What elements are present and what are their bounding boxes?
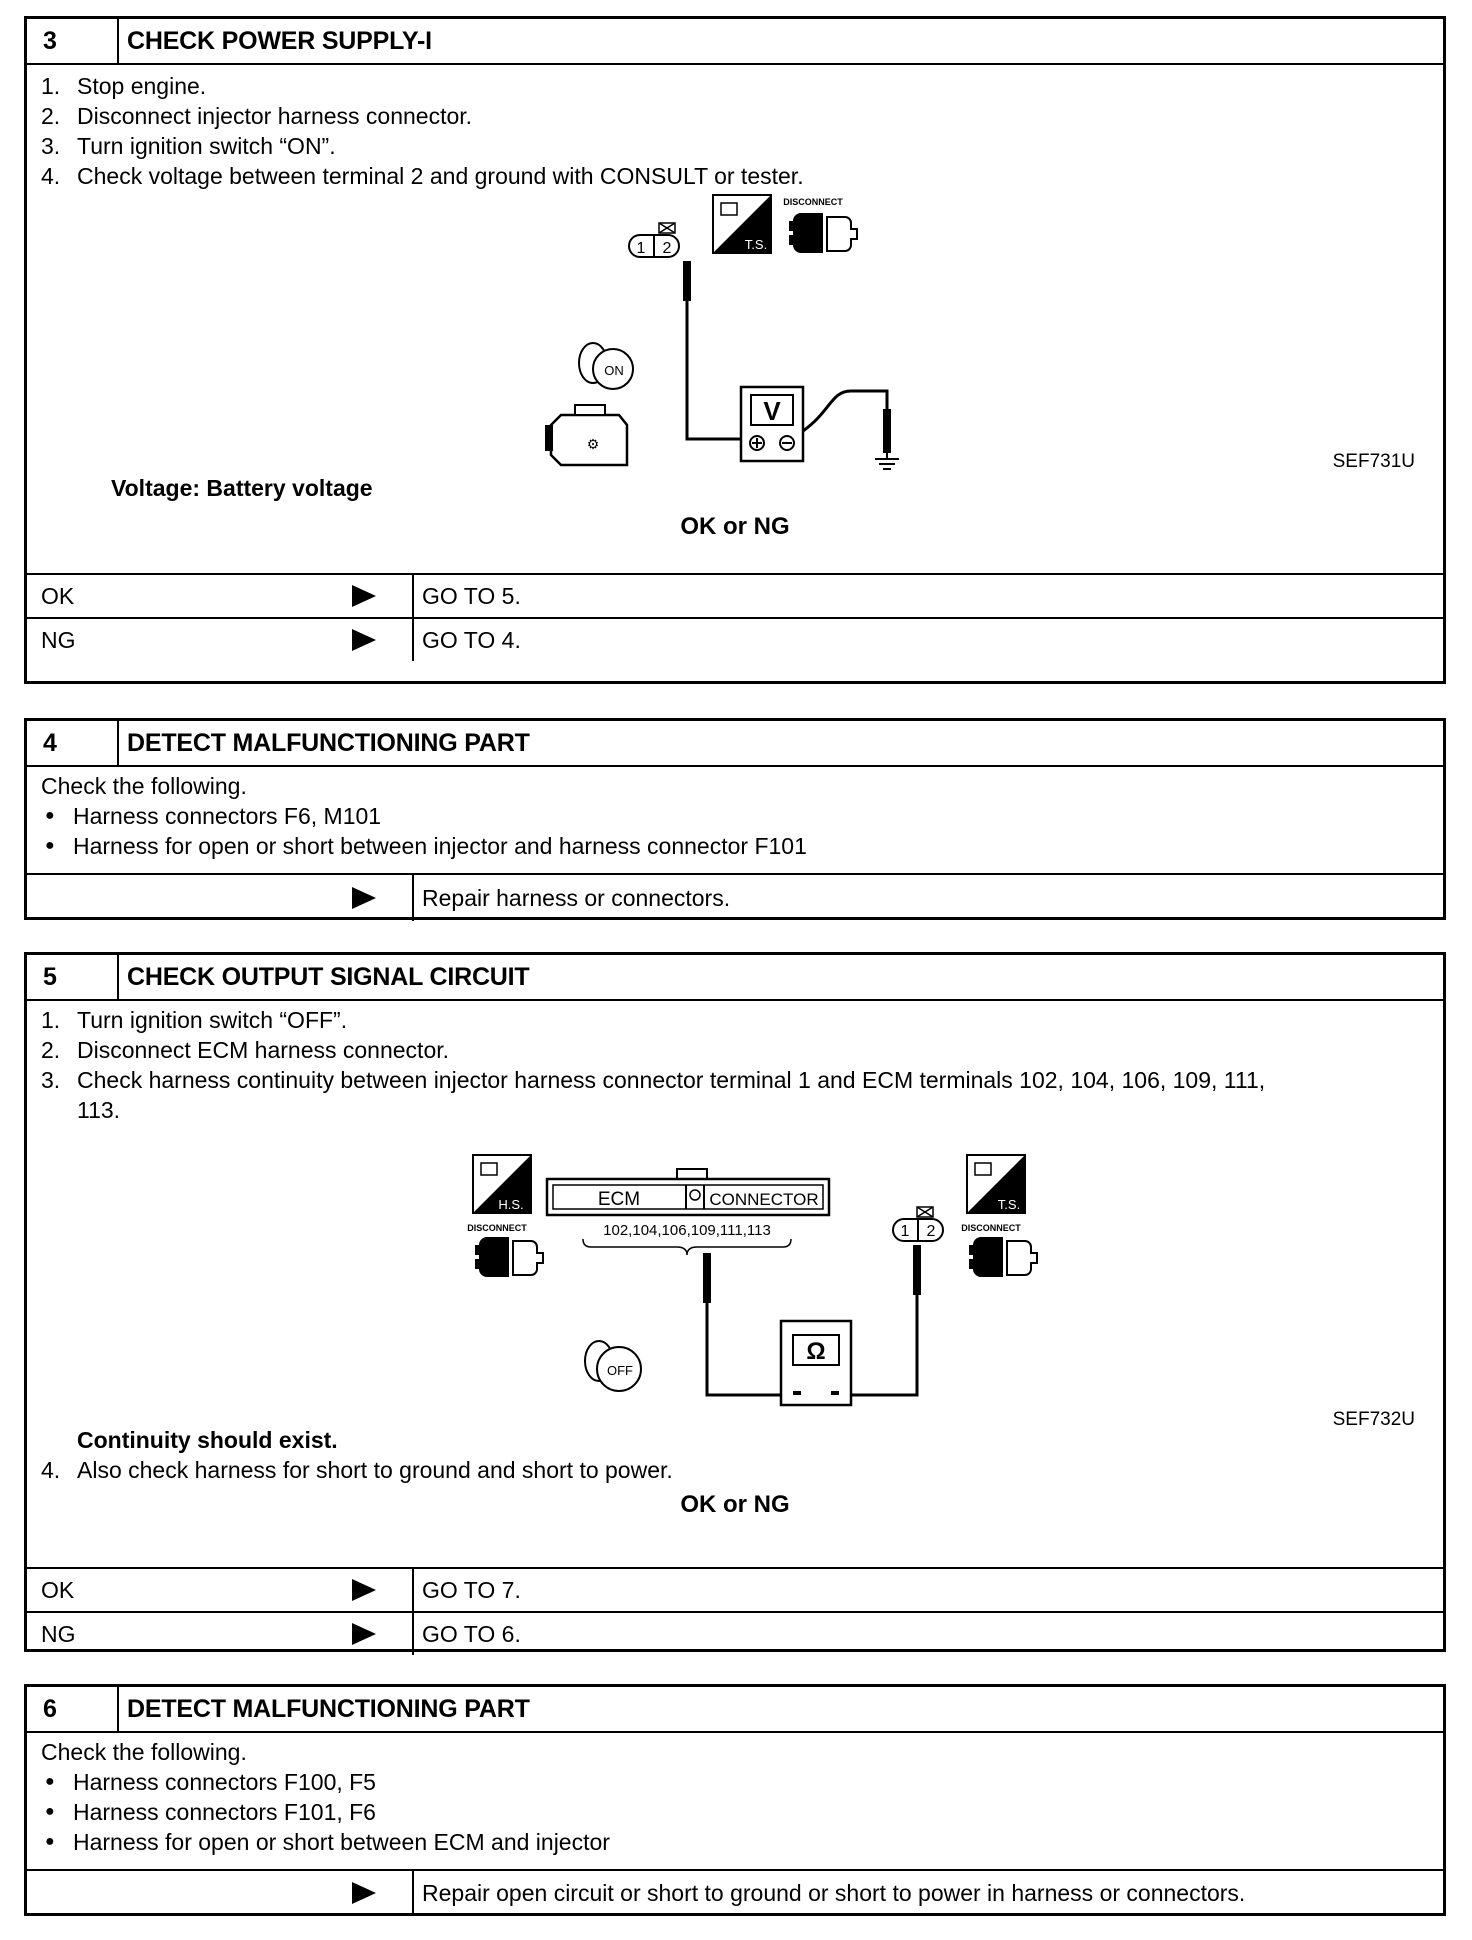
svg-text:1: 1 bbox=[900, 1223, 910, 1240]
bullet-item: ● Harness connectors F101, F6 bbox=[45, 1799, 376, 1825]
intro-text: Check the following. bbox=[41, 1739, 247, 1765]
result-action: GO TO 5. bbox=[422, 582, 521, 609]
step-title: CHECK POWER SUPPLY-I bbox=[127, 26, 432, 55]
ok-or-ng-label: OK or NG bbox=[680, 513, 790, 540]
step-4-block bbox=[24, 718, 1446, 920]
result-action: GO TO 7. bbox=[422, 1576, 521, 1603]
svg-text:T.S.: T.S. bbox=[744, 237, 768, 252]
svg-text:Ω: Ω bbox=[806, 1338, 826, 1365]
step-header bbox=[27, 721, 1443, 767]
result-row-ok bbox=[27, 1567, 1443, 1611]
disconnect-icon bbox=[961, 1223, 1037, 1277]
result-action: GO TO 6. bbox=[422, 1620, 521, 1647]
step-header bbox=[27, 1687, 1443, 1733]
step-3-block bbox=[24, 16, 1446, 684]
result-row bbox=[27, 1869, 1443, 1915]
arrow-icon bbox=[352, 887, 376, 909]
result-action: GO TO 4. bbox=[422, 626, 521, 653]
svg-text:ON: ON bbox=[604, 363, 624, 378]
step-5-block bbox=[24, 952, 1446, 1652]
svg-text:DISCONNECT: DISCONNECT bbox=[961, 1223, 1021, 1233]
svg-text:ECM: ECM bbox=[597, 1189, 641, 1210]
svg-text:1: 1 bbox=[636, 240, 646, 257]
arrow-icon bbox=[352, 629, 376, 651]
ecm-connector-icon bbox=[547, 1169, 829, 1255]
svg-text:DISCONNECT: DISCONNECT bbox=[467, 1223, 527, 1233]
step-number: 6 bbox=[27, 1687, 119, 1731]
instruction-item: 1. Stop engine. bbox=[41, 73, 207, 99]
step-number: 5 bbox=[27, 955, 119, 999]
ts-icon bbox=[967, 1155, 1025, 1213]
instruction-item: 1. Turn ignition switch “OFF”. bbox=[41, 1007, 348, 1033]
intro-text: Check the following. bbox=[41, 773, 247, 799]
step-6-block bbox=[24, 1684, 1446, 1916]
result-action: Repair open circuit or short to ground or short to power in harness or connectors. bbox=[422, 1879, 1246, 1906]
result-label: OK bbox=[41, 582, 75, 609]
arrow-icon bbox=[352, 1623, 376, 1645]
step-body bbox=[27, 1001, 1443, 1567]
engine-icon bbox=[545, 405, 627, 465]
bullet-item: ● Harness for open or short between ECM and injector bbox=[45, 1829, 610, 1855]
result-action: Repair harness or connectors. bbox=[422, 884, 731, 911]
svg-text:2: 2 bbox=[926, 1223, 936, 1240]
bullet-item: ● Harness connectors F100, F5 bbox=[45, 1769, 376, 1795]
diagram-svg bbox=[41, 1125, 1431, 1425]
step-title: DETECT MALFUNCTIONING PART bbox=[127, 728, 530, 757]
bullet-item: ● Harness for open or short between injector and harness connector F101 bbox=[45, 833, 807, 859]
diagram-svg bbox=[41, 191, 1431, 471]
ohmmeter bbox=[781, 1321, 851, 1405]
step-body bbox=[27, 65, 1443, 573]
bullet-item: ● Harness connectors F6, M101 bbox=[45, 803, 382, 829]
arrow-icon bbox=[352, 1579, 376, 1601]
svg-text:DISCONNECT: DISCONNECT bbox=[783, 197, 843, 207]
result-row-ng bbox=[27, 617, 1443, 661]
instruction-item: 3. Turn ignition switch “ON”. bbox=[41, 133, 336, 159]
svg-text:⚙: ⚙ bbox=[586, 436, 600, 452]
injector-connector-icon bbox=[629, 223, 679, 257]
step-header bbox=[27, 19, 1443, 65]
voltmeter bbox=[741, 387, 803, 461]
step-number: 3 bbox=[27, 19, 119, 63]
result-row-ok bbox=[27, 573, 1443, 617]
spec-text: Voltage: Battery voltage bbox=[111, 475, 373, 501]
arrow-icon bbox=[352, 1882, 376, 1904]
step-number: 4 bbox=[27, 721, 119, 765]
instruction-item: 4. Check voltage between terminal 2 and ground with CONSULT or tester. bbox=[41, 163, 804, 189]
probe-tip bbox=[683, 261, 691, 301]
instruction-item: 113. bbox=[77, 1097, 121, 1123]
svg-text:CONNECTOR: CONNECTOR bbox=[709, 1190, 819, 1209]
continuity-check-diagram bbox=[41, 1125, 1429, 1425]
ignition-key-icon bbox=[585, 1341, 641, 1391]
disconnect-icon bbox=[467, 1223, 543, 1277]
step-title: DETECT MALFUNCTIONING PART bbox=[127, 1694, 530, 1723]
instruction-item: 2. Disconnect injector harness connector. bbox=[41, 103, 473, 129]
instruction-item: 3. Check harness continuity between injector harness connector terminal 1 and ECM terminals 102, 104, 106, 109, 111, bbox=[41, 1067, 1266, 1093]
result-label: NG bbox=[41, 626, 76, 653]
ignition-key-icon bbox=[579, 343, 633, 389]
figure-id: SEF731U bbox=[1332, 451, 1415, 471]
step-title: CHECK OUTPUT SIGNAL CIRCUIT bbox=[127, 962, 530, 991]
result-row-ng bbox=[27, 1611, 1443, 1655]
result-label: NG bbox=[41, 1620, 76, 1647]
result-label: OK bbox=[41, 1576, 75, 1603]
spec-text: Continuity should exist. bbox=[77, 1427, 338, 1453]
step-header bbox=[27, 955, 1443, 1001]
ts-icon bbox=[713, 195, 771, 253]
svg-text:OFF: OFF bbox=[607, 1363, 633, 1378]
voltage-check-diagram bbox=[41, 191, 1429, 471]
arrow-icon bbox=[352, 585, 376, 607]
hs-icon bbox=[473, 1155, 531, 1213]
result-row bbox=[27, 873, 1443, 921]
svg-text:H.S.: H.S. bbox=[498, 1197, 524, 1212]
svg-text:V: V bbox=[763, 396, 781, 426]
instruction-item: 4. Also check harness for short to ground and short to power. bbox=[41, 1457, 673, 1483]
injector-connector-icon bbox=[893, 1207, 943, 1241]
step-body bbox=[27, 1733, 1443, 1869]
svg-text:2: 2 bbox=[662, 240, 672, 257]
instruction-item: 2. Disconnect ECM harness connector. bbox=[41, 1037, 450, 1063]
step-body bbox=[27, 767, 1443, 873]
figure-id: SEF732U bbox=[1332, 1409, 1415, 1425]
ground-symbol bbox=[875, 453, 899, 469]
svg-text:102,104,106,109,111,113: 102,104,106,109,111,113 bbox=[603, 1222, 771, 1239]
svg-text:T.S.: T.S. bbox=[997, 1197, 1021, 1212]
disconnect-icon bbox=[783, 197, 857, 253]
ok-or-ng-label: OK or NG bbox=[680, 1491, 790, 1518]
